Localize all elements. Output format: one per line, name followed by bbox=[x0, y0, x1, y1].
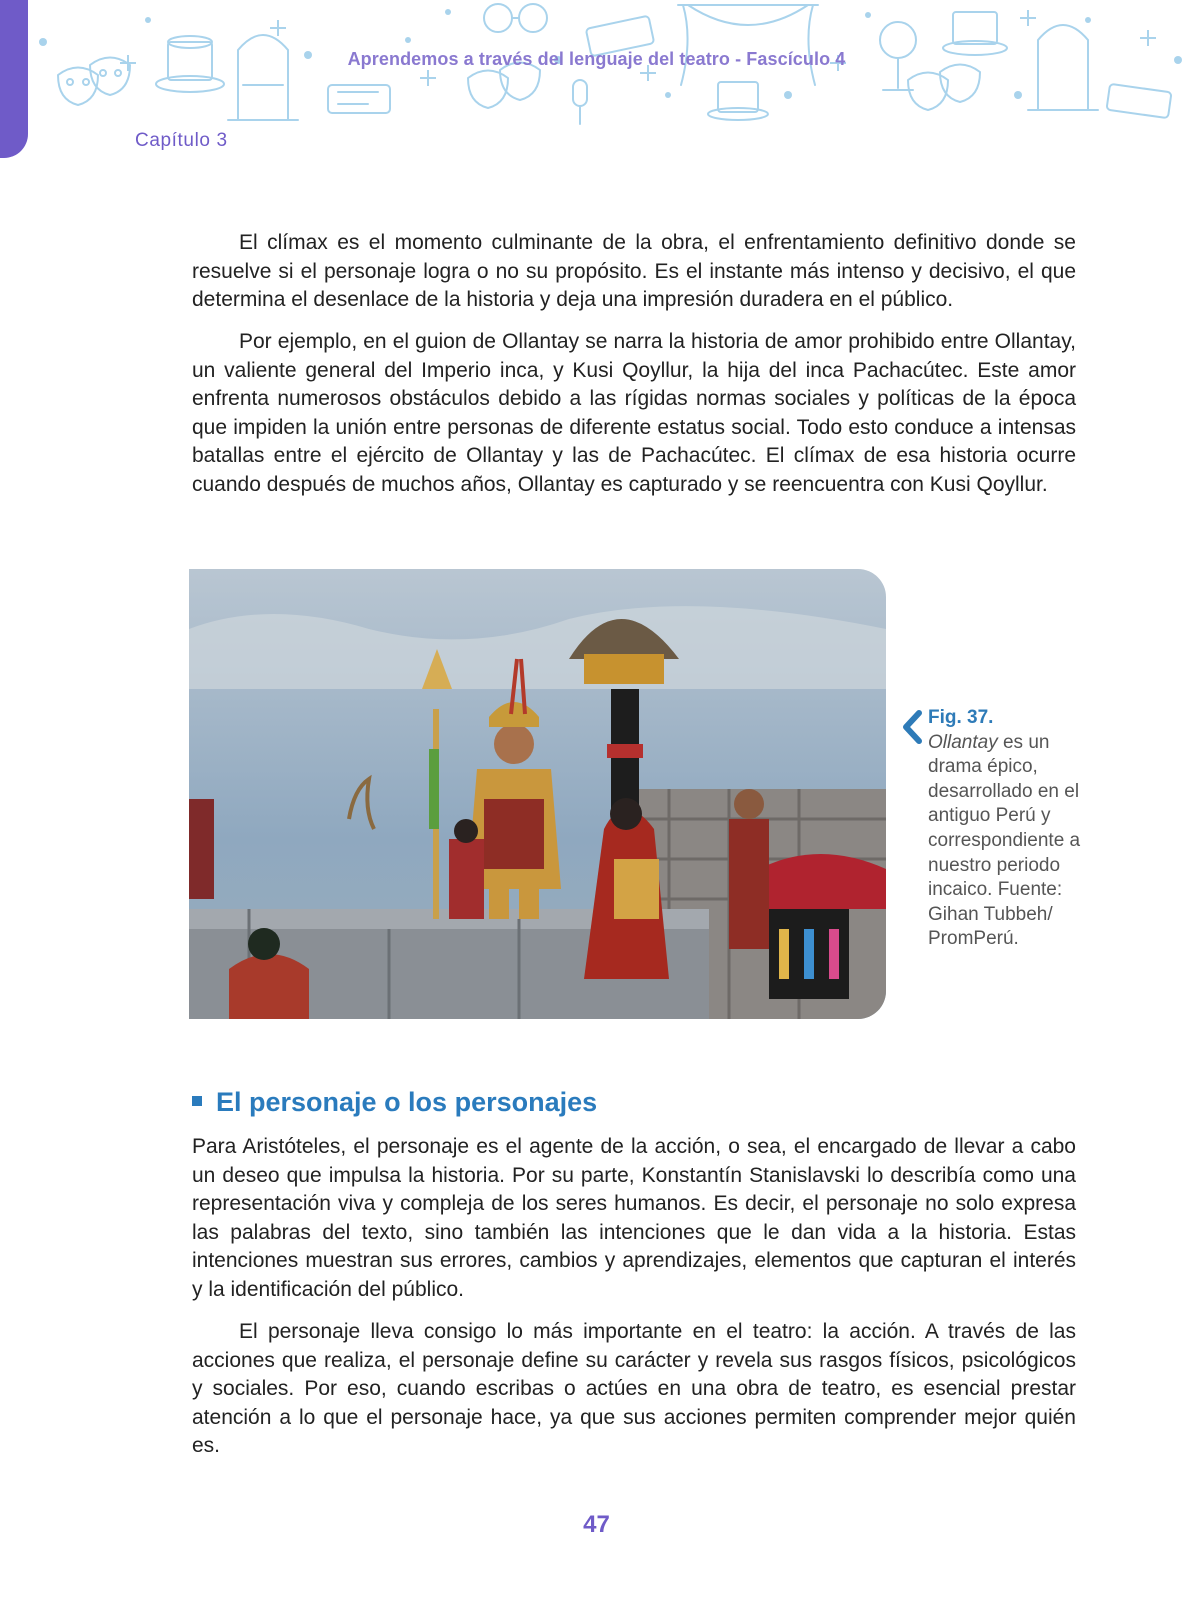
microphone-icon bbox=[573, 80, 587, 124]
sparkle-icon bbox=[120, 10, 1156, 86]
side-color-tab bbox=[0, 0, 28, 158]
curtain-icon bbox=[678, 5, 818, 85]
figure-title: Ollantay bbox=[928, 731, 998, 753]
ticket-icon bbox=[1106, 84, 1171, 118]
paragraph-ollantay-example: Por ejemplo, en el guion de Ollantay se narra la historia de amor prohibido entre Ollantay, un valiente general del Imperio inca, y Kusi Qoyllur, la hija del inca Pachacútec. Este amor enfrenta numerosos obstáculos debido a las rígidas normas sociales y políticas de la época que impiden la unión entre personas de diferente estatus social. Todo esto conduce a intensas batallas entre el ejército de Ollantay y las de Pachacútec. El clímax de esa historia ocurre cuando después de muchos años, Ollantay es capturado y se reencuentra con Kusi Qoyllur. bbox=[192, 330, 1076, 496]
chevron-left-icon bbox=[901, 710, 923, 744]
figure-caption bbox=[928, 706, 1088, 952]
paragraph-personaje-accion: El personaje lleva consigo lo más importante en el teatro: la acción. A través de las acciones que realiza, el personaje define su carácter y revela sus rasgos físicos, psicológicos y sociales. Por eso, cuando escribas o actúes en una obra de teatro, es esencial prestar atención a lo que el personaje hace, ya que sus acciones permiten comprender mejor quién es. bbox=[192, 1320, 1076, 1458]
section-heading bbox=[192, 1087, 597, 1118]
section-heading-text: El personaje o los personajes bbox=[216, 1087, 598, 1117]
figure-description: es un drama épico, desarrollado en el antiguo Perú y correspondiente a nuestro periodo incaico. Fuente: Gihan Tubbeh/ PromPerú. bbox=[928, 731, 1081, 950]
throne-icon bbox=[228, 35, 298, 120]
paragraph-climax: El clímax es el momento culminante de la obra, el enfrentamiento definitivo donde se resuelve si el personaje logra o no su propósito. Es el instante más intenso y decisivo, el que determina el desenlace de la historia y deja una impresión duradera en el público. bbox=[192, 231, 1076, 312]
top-hat-icon bbox=[708, 82, 768, 120]
theater-masks-icon bbox=[908, 65, 980, 111]
chapter-label: Capítulo 3 bbox=[135, 130, 228, 151]
ollantay-performance-photo bbox=[189, 569, 886, 1019]
running-title: Aprendemos a través del lenguaje del teatro - Fascículo 4 bbox=[347, 49, 846, 69]
ticket-icon bbox=[328, 85, 390, 113]
figure-number: Fig. 37. bbox=[928, 707, 994, 728]
page-number: 47 bbox=[583, 1511, 610, 1538]
square-bullet-icon bbox=[192, 1096, 202, 1106]
binoculars-icon bbox=[484, 4, 547, 32]
paragraph-personaje-definition: Para Aristóteles, el personaje es el agente de la acción, o sea, el encargado de llevar a cabo un deseo que impulsa la historia. Por su parte, Konstantín Stanislavski lo describía como una representación viva y compleja de los seres humanos. Es decir, el personaje no solo expresa las palabras del texto, sino también las intenciones que le dan vida a la historia. Estas intenciones muestran sus errores, cambios y aprendizajes, elementos que capturan el interés y la identificación del público. bbox=[192, 1135, 1076, 1301]
